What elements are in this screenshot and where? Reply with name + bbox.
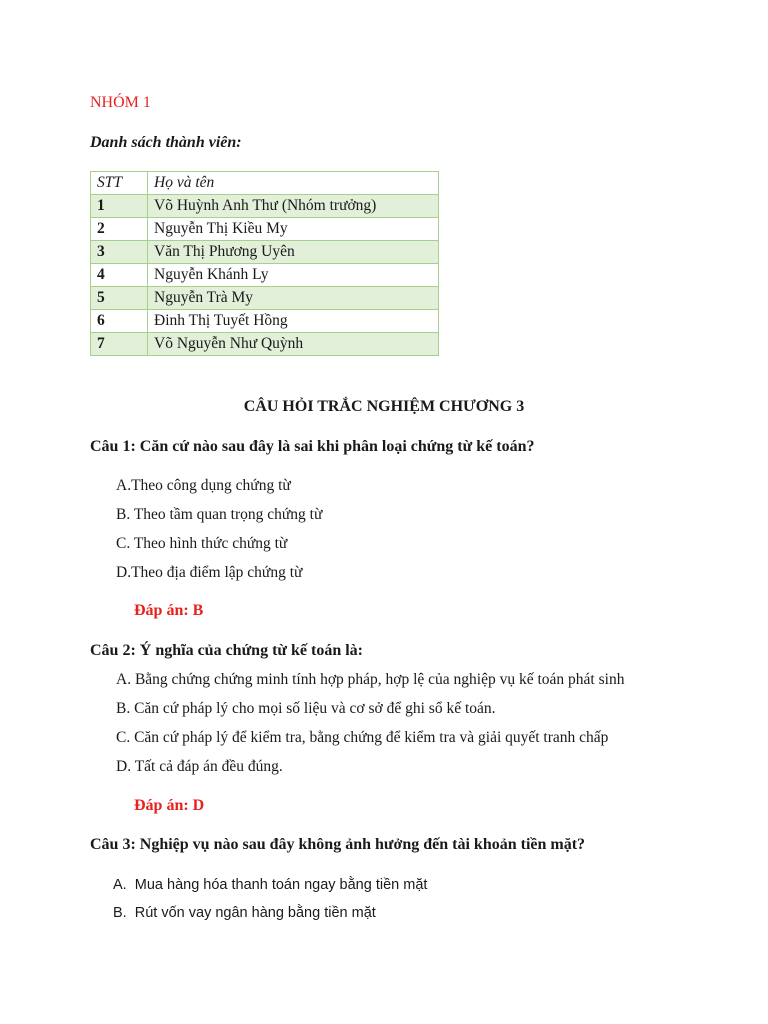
member-name: Võ Huỳnh Anh Thư (Nhóm trưởng): [148, 195, 439, 218]
member-name: Đinh Thị Tuyết Hồng: [148, 310, 439, 333]
option-letter: D.: [116, 758, 132, 775]
members-label: Danh sách thành viên:: [90, 134, 242, 151]
option-letter: A.: [116, 477, 132, 494]
question-2-option-d: [116, 758, 283, 776]
question-1: Câu 1: Căn cứ nào sau đây là sai khi phân loại chứng từ kế toán?: [90, 438, 535, 455]
member-name: Nguyễn Trà My: [148, 287, 439, 310]
member-stt: 1: [91, 195, 148, 218]
column-header-stt: STT: [91, 172, 148, 195]
question-2-option-a: [116, 671, 624, 689]
question-3-option-b: [113, 905, 376, 921]
option-text: Theo hình thức chứng từ: [133, 535, 288, 552]
member-stt: 7: [91, 333, 148, 356]
table-row: [91, 310, 439, 333]
question-2-option-b: [116, 700, 496, 718]
column-header-name: Họ và tên: [148, 172, 439, 195]
table-row: [91, 333, 439, 356]
member-name: Võ Nguyễn Như Quỳnh: [148, 333, 439, 356]
table-row: [91, 264, 439, 287]
question-1-option-c: [116, 535, 287, 553]
member-name: Nguyễn Khánh Ly: [148, 264, 439, 287]
question-2-answer: Đáp án: D: [134, 797, 205, 814]
question-3-option-a: [113, 877, 427, 893]
group-title: NHÓM 1: [90, 94, 151, 111]
table-header-row: [91, 172, 439, 195]
option-letter: D.: [116, 564, 132, 581]
option-text: Mua hàng hóa thanh toán ngay bằng tiền mặt: [134, 877, 428, 893]
member-stt: 2: [91, 218, 148, 241]
option-letter: B.: [116, 506, 131, 523]
question-1-option-d: [116, 564, 302, 582]
option-letter: B.: [113, 905, 127, 921]
option-text: Theo tầm quan trọng chứng từ: [133, 506, 323, 523]
option-letter: B.: [116, 700, 131, 717]
option-text: Tất cả đáp án đều đúng.: [134, 758, 283, 775]
member-stt: 5: [91, 287, 148, 310]
table-row: [91, 241, 439, 264]
option-letter: A.: [113, 877, 127, 893]
option-letter: A.: [116, 671, 132, 688]
question-1-option-a: [116, 477, 291, 495]
option-text: Căn cứ pháp lý cho mọi số liệu và cơ sở để ghi sổ kế toán.: [134, 700, 496, 717]
table-row: [91, 195, 439, 218]
member-stt: 6: [91, 310, 148, 333]
question-2-option-c: [116, 729, 608, 747]
member-stt: 4: [91, 264, 148, 287]
member-stt: 3: [91, 241, 148, 264]
option-text: Căn cứ pháp lý để kiểm tra, bằng chứng để kiểm tra và giải quyết tranh chấp: [134, 729, 609, 746]
option-text: Theo công dụng chứng từ: [131, 477, 291, 494]
table-row: [91, 218, 439, 241]
table-row: [91, 287, 439, 310]
option-letter: C.: [116, 535, 131, 552]
member-name: Nguyễn Thị Kiều My: [148, 218, 439, 241]
question-1-answer: Đáp án: B: [134, 602, 204, 619]
option-letter: C.: [116, 729, 131, 746]
section-title: CÂU HỎI TRẮC NGHIỆM CHƯƠNG 3: [243, 398, 525, 415]
option-text: Theo địa điểm lập chứng từ: [131, 564, 303, 581]
option-text: Rút vốn vay ngân hàng bằng tiền mặt: [134, 905, 376, 921]
question-1-option-b: [116, 506, 322, 524]
members-table: [90, 171, 439, 356]
question-3: Câu 3: Nghiệp vụ nào sau đây không ảnh hưởng đến tài khoản tiền mặt?: [90, 836, 586, 853]
question-2: Câu 2: Ý nghĩa của chứng từ kế toán là:: [90, 642, 364, 659]
option-text: Bằng chứng chứng minh tính hợp pháp, hợp lệ của nghiệp vụ kế toán phát sinh: [134, 671, 625, 688]
member-name: Văn Thị Phương Uyên: [148, 241, 439, 264]
